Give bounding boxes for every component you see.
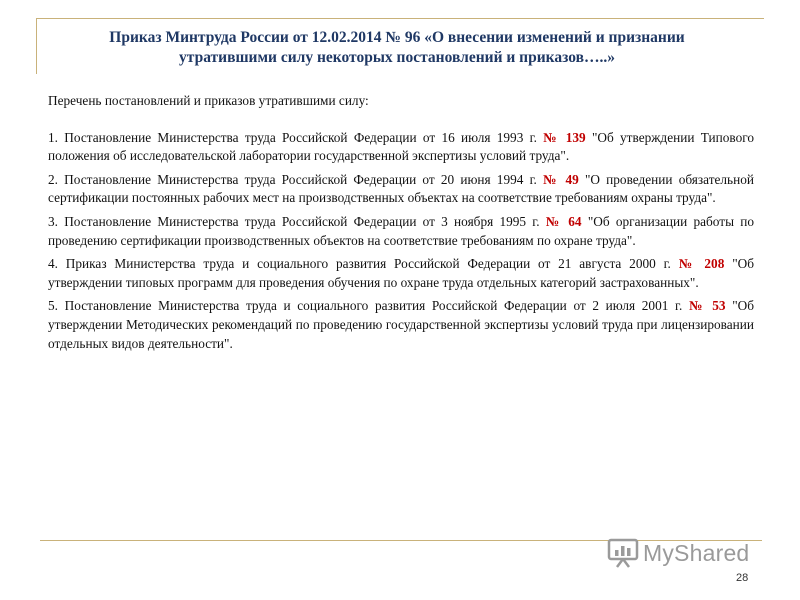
item-text: "Об организации работы по проведению сертификации производственных объектов на соответствие требованиям по охране труда".	[48, 213, 754, 248]
presentation-board-icon	[606, 536, 640, 570]
doc-number: № 53	[688, 298, 726, 314]
item-text: 1. Постановление Министерства труда Российской Федерации от 16 июля 1993 г.	[48, 129, 544, 145]
item-text: 3. Постановление Министерства труда Российской Федерации от 3 ноября 1995 г.	[48, 213, 546, 229]
list-item-2	[48, 171, 754, 208]
list-item-1	[48, 129, 754, 166]
list-item-5	[48, 297, 754, 353]
item-text: 4. Приказ Министерства труда и социального развития Российской Федерации от 21 августа 2000 г.	[48, 256, 679, 272]
item-text: 2. Постановление Министерства труда Российской Федерации от 20 июня 1994 г.	[48, 171, 544, 187]
list-item-3	[48, 213, 754, 250]
doc-number: № 64	[545, 213, 582, 229]
item-text: "Об утверждении Методических рекомендаций по проведению государственной экспертизы условий труда при лицензировании отдельных видов деятельности".	[48, 298, 755, 351]
watermark-logo	[606, 536, 749, 570]
title-line-1: Приказ Минтруда России от 12.02.2014 № 96 «О внесении изменений и признании	[109, 29, 685, 46]
title-line-2: утратившими силу некоторых постановлений и приказов…..»	[179, 49, 615, 66]
doc-number: № 208	[678, 256, 725, 272]
item-text: "Об утверждении типовых программ для проведения обучения по охране труда отдельных категорий застрахованных".	[48, 256, 754, 290]
item-text: "О проведении обязательной сертификации постоянных рабочих мест на производственных объектах на соответствие требованиям охраны труда".	[48, 171, 755, 206]
list-item-4	[48, 255, 754, 292]
doc-number: № 139	[543, 129, 586, 145]
slide-body	[48, 92, 754, 358]
item-text: 5. Постановление Министерства труда и социального развития Российской Федерации от 2 июля 2001 г.	[48, 298, 689, 314]
item-text: "Об утверждении Типового положения об исследовательской лаборатории государственной экспертизы условий труда".	[48, 129, 754, 164]
page-number: 28	[736, 572, 749, 584]
slide-title	[44, 28, 750, 68]
watermark-text: MyShared	[643, 539, 750, 566]
doc-number: № 49	[543, 171, 579, 187]
intro-text: Перечень постановлений и приказов утратившими силу:	[48, 93, 369, 108]
